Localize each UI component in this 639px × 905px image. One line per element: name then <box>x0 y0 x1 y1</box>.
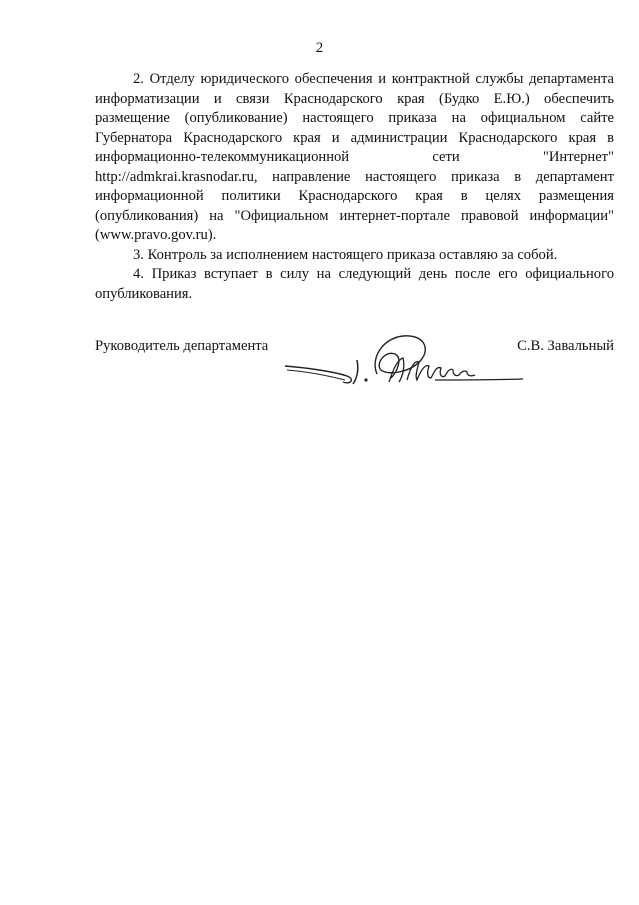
signatory-name: С.В. Завальный <box>517 338 614 354</box>
page-number: 2 <box>315 40 324 56</box>
paragraph-3: 3. Контроль за исполнением настоящего приказа оставляю за собой. <box>133 246 558 263</box>
signature-block <box>95 330 614 400</box>
paragraph-4: 4. Приказ вступает в силу на следующий день после его официального опубликования. <box>95 266 614 302</box>
paragraph-2: 2. Отделу юридического обеспечения и контрактной службы департамента информатизации и связи Краснодарского края (Будко Е.Ю.) обеспечить размещение (опубликование) настоящего приказа на официальном сайте Губернатора Краснодарского края и администрации Краснодарского края в информационно-телекоммуникационной сети "Интернет" http://admkrai.krasnodar.ru, направление настоящего приказа в департамент информационной политики Краснодарского края в целях размещения (опубликования) на "Официальном интернет-портале правовой информации" (www.pravo.gov.ru). <box>95 71 614 243</box>
handwritten-signature <box>285 330 525 394</box>
document-body <box>95 70 614 304</box>
signatory-title: Руководитель департамента <box>95 338 269 354</box>
